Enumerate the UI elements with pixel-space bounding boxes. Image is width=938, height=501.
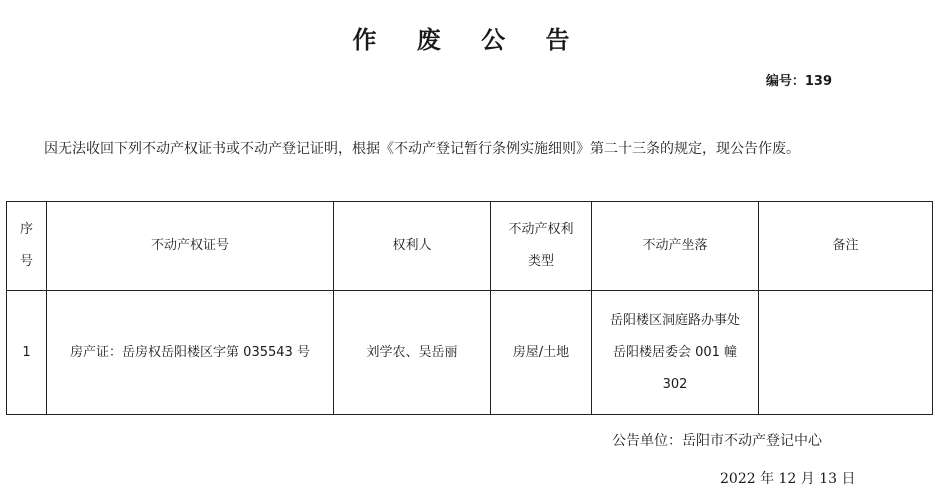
header-owner: 权利人 <box>334 202 491 291</box>
header-location: 不动产坐落 <box>592 202 759 291</box>
cell-location: 岳阳楼区洞庭路办事处岳阳楼居委会 001 幢 302 <box>592 291 759 415</box>
table-header-row <box>7 202 933 291</box>
cell-owner: 刘学农、吴岳丽 <box>334 291 491 415</box>
issue-date: 2022 年 12 月 13 日 <box>720 471 856 487</box>
cell-remark <box>759 291 933 415</box>
issuing-unit: 公告单位：岳阳市不动产登记中心 <box>612 433 822 449</box>
header-cert-no: 不动产权证号 <box>47 202 334 291</box>
notice-title: 作 废 公 告 <box>352 26 586 54</box>
header-remark: 备注 <box>759 202 933 291</box>
cell-cert-no: 房产证：岳房权岳阳楼区字第 035543 号 <box>47 291 334 415</box>
table-row <box>7 291 933 415</box>
void-certificates-table <box>6 201 933 415</box>
header-seq: 序号 <box>7 202 47 291</box>
cell-seq: 1 <box>7 291 47 415</box>
notice-serial-number: 编号：139 <box>765 74 832 89</box>
notice-intro-text: 因无法收回下列不动产权证书或不动产登记证明，根据《不动产登记暂行条例实施细则》第二十三条的规定，现公告作废。 <box>44 141 800 157</box>
cell-right-type: 房屋/土地 <box>491 291 592 415</box>
header-right-type: 不动产权利类型 <box>491 202 592 291</box>
